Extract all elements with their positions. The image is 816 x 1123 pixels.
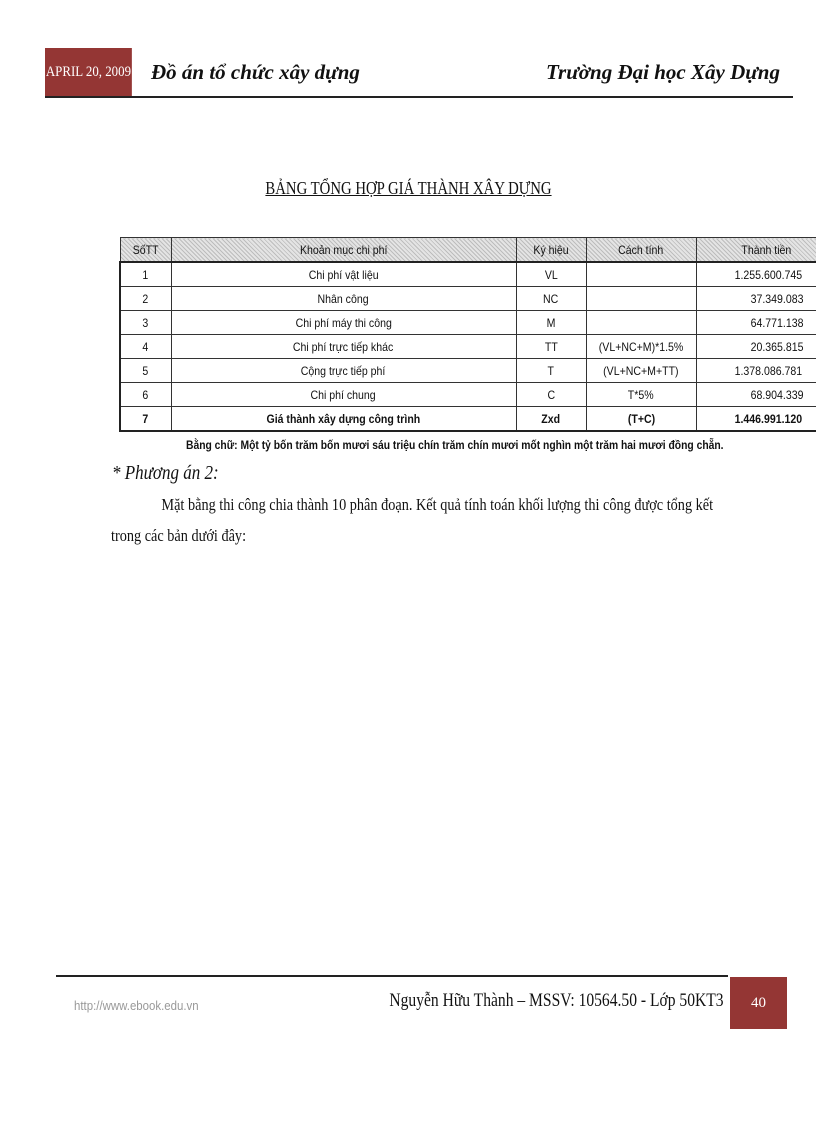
page-number: 40 — [730, 977, 787, 1029]
cell-formula — [586, 262, 696, 287]
cell-stt: 3 — [120, 311, 171, 335]
table-row — [120, 287, 816, 311]
header-cell-stt: SốTT — [120, 238, 171, 263]
cell-item: Cộng trực tiếp phí — [171, 359, 516, 383]
table-row — [120, 359, 816, 383]
cell-formula: (VL+NC+M+TT) — [586, 359, 696, 383]
header-cell-amount: Thành tiền — [696, 238, 816, 263]
cell-item: Nhân công — [171, 287, 516, 311]
cell-item: Chi phí vật liệu — [171, 262, 516, 287]
paragraph-line-1: Mặt bằng thi công chia thành 10 phân đoạn. Kết quả tính toán khối lượng thi công được tổng kết — [161, 495, 714, 514]
cell-symbol: VL — [516, 262, 586, 287]
cell-stt: 6 — [120, 383, 171, 407]
table-row — [120, 311, 816, 335]
header-university: Trường Đại học Xây Dựng — [545, 60, 780, 84]
table-title: BẢNG TỔNG HỢP GIÁ THÀNH XÂY DỰNG — [264, 178, 552, 198]
body-paragraph — [111, 489, 716, 551]
cell-symbol: C — [516, 383, 586, 407]
table-row — [120, 335, 816, 359]
cell-item: Chi phí trực tiếp khác — [171, 335, 516, 359]
table-row — [120, 262, 816, 287]
table-row — [120, 383, 816, 407]
cell-symbol: M — [516, 311, 586, 335]
cell-formula: (VL+NC+M)*1.5% — [586, 335, 696, 359]
cell-item: Giá thành xây dựng công trình — [171, 407, 516, 432]
cell-formula: T*5% — [586, 383, 696, 407]
footer-rule — [56, 975, 728, 977]
cell-symbol: TT — [516, 335, 586, 359]
cell-stt: 4 — [120, 335, 171, 359]
cell-stt: 2 — [120, 287, 171, 311]
header-rule — [45, 96, 793, 98]
cell-formula — [586, 287, 696, 311]
cell-amount: 1.255.600.745 — [696, 262, 816, 287]
cell-amount: 1.378.086.781 — [696, 359, 816, 383]
cell-stt: 7 — [120, 407, 171, 432]
cell-item: Chi phí máy thi công — [171, 311, 516, 335]
section-heading: * Phương án 2: — [112, 462, 219, 484]
cell-amount: 37.349.083 — [696, 287, 816, 311]
cell-symbol: Zxd — [516, 407, 586, 432]
cell-amount: 1.446.991.120 — [696, 407, 816, 432]
header-cell-symbol: Ký hiệu — [516, 238, 586, 263]
cell-symbol: T — [516, 359, 586, 383]
footer-author: Nguyễn Hữu Thành – MSSV: 10564.50 - Lớp 50KT3 — [389, 990, 724, 1011]
cell-formula — [586, 311, 696, 335]
cell-stt: 1 — [120, 262, 171, 287]
table-title-container — [0, 178, 816, 199]
footer-url-link[interactable]: http://www.ebook.edu.vn — [74, 998, 199, 1013]
cell-amount: 64.771.138 — [696, 311, 816, 335]
cost-summary-table — [119, 237, 816, 432]
header-cell-item: Khoản mục chi phí — [171, 238, 516, 263]
header-document-title: Đồ án tổ chức xây dựng — [151, 60, 360, 84]
paragraph-line-2: trong các bản dưới đây: — [111, 526, 247, 545]
header-cell-formula: Cách tính — [586, 238, 696, 263]
cell-symbol: NC — [516, 287, 586, 311]
cell-amount: 68.904.339 — [696, 383, 816, 407]
table-header-row — [120, 238, 816, 263]
cell-stt: 5 — [120, 359, 171, 383]
cell-formula: (T+C) — [586, 407, 696, 432]
header-date: APRIL 20, 2009 — [45, 48, 132, 96]
cell-item: Chi phí chung — [171, 383, 516, 407]
amount-in-words: Bằng chữ: Một tỷ bốn trăm bốn mươi sáu triệu chín trăm chín mươi mốt nghìn một trăm hai mươi đồng chẵn. — [186, 438, 724, 452]
cell-amount: 20.365.815 — [696, 335, 816, 359]
table-total-row — [120, 407, 816, 432]
